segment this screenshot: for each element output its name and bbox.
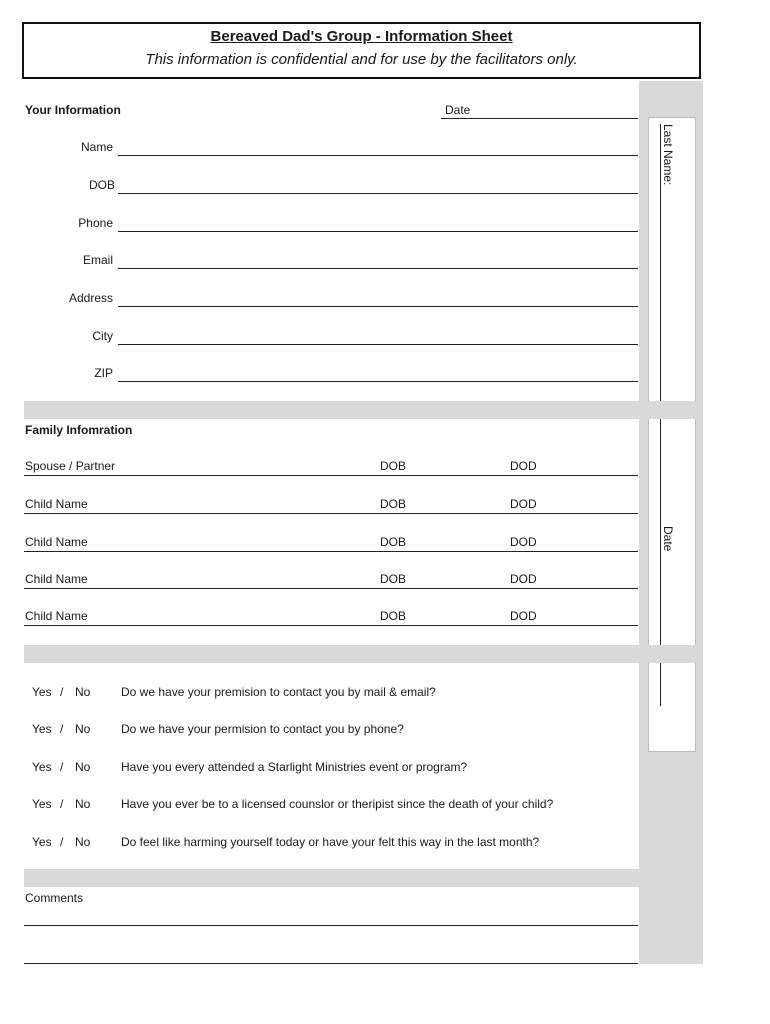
child-name-label: Child Name	[25, 609, 88, 623]
zip-label: ZIP	[94, 366, 113, 380]
zip-field[interactable]	[118, 381, 638, 382]
address-field[interactable]	[118, 306, 638, 307]
side-date-label: Date	[661, 526, 675, 552]
no-option[interactable]: No	[75, 835, 91, 849]
dod-label: DOD	[510, 572, 537, 586]
city-field[interactable]	[118, 344, 638, 345]
family-information-heading: Family Infomration	[25, 423, 133, 437]
your-information-heading: Your Information	[25, 103, 121, 117]
dod-label: DOD	[510, 497, 537, 511]
dob-label: DOB	[380, 572, 407, 586]
dob-label: DOB	[380, 497, 407, 511]
spouse-partner-field[interactable]	[24, 475, 638, 476]
date-field[interactable]	[441, 118, 638, 119]
dob-label: DOB	[380, 459, 407, 473]
phone-field[interactable]	[118, 231, 638, 232]
dod-label: DOD	[510, 459, 537, 473]
question-text: Do feel like harming yourself today or have your felt this way in the last month?	[121, 835, 540, 849]
email-field[interactable]	[118, 268, 638, 269]
yes-no-separator: /	[60, 685, 64, 699]
yes-option[interactable]: Yes	[32, 835, 52, 849]
yes-no-separator: /	[60, 797, 64, 811]
phone-label: Phone	[78, 216, 113, 230]
child-name-label: Child Name	[25, 535, 88, 549]
dod-label: DOD	[510, 535, 537, 549]
dob-label: DOB	[88, 178, 115, 192]
no-option[interactable]: No	[75, 685, 91, 699]
yes-option[interactable]: Yes	[32, 797, 52, 811]
name-label: Name	[80, 140, 113, 154]
name-field[interactable]	[118, 155, 638, 156]
question-text: Do we have your premision to contact you by mail & email?	[121, 685, 436, 699]
yes-option[interactable]: Yes	[32, 722, 52, 736]
child-name-field[interactable]	[24, 551, 638, 552]
address-label: Address	[68, 291, 113, 305]
yes-no-separator: /	[60, 760, 64, 774]
child-name-field[interactable]	[24, 625, 638, 626]
dob-label: DOB	[380, 535, 407, 549]
no-option[interactable]: No	[75, 722, 91, 736]
section-separator	[24, 645, 703, 663]
no-option[interactable]: No	[75, 760, 91, 774]
side-last-name-label: Last Name:	[661, 124, 675, 186]
child-name-field[interactable]	[24, 513, 638, 514]
comments-line-1[interactable]	[24, 925, 638, 926]
dob-field[interactable]	[118, 193, 638, 194]
yes-no-separator: /	[60, 835, 64, 849]
section-separator	[24, 401, 703, 419]
title-box	[22, 22, 701, 79]
no-option[interactable]: No	[75, 797, 91, 811]
comments-line-2[interactable]	[24, 963, 638, 964]
child-name-label: Child Name	[25, 497, 88, 511]
section-separator	[24, 869, 703, 887]
question-text: Have you ever be to a licensed counslor or theripist since the death of your child?	[121, 797, 554, 811]
dod-label: DOD	[510, 609, 537, 623]
yes-option[interactable]: Yes	[32, 685, 52, 699]
form-subtitle: This information is confidential and for use by the facilitators only.	[145, 51, 578, 68]
question-text: Have you every attended a Starlight Ministries event or program?	[121, 760, 468, 774]
question-text: Do we have your permision to contact you by phone?	[121, 722, 404, 736]
child-name-label: Child Name	[25, 572, 88, 586]
yes-no-separator: /	[60, 722, 64, 736]
form-title: Bereaved Dad's Group - Information Sheet	[210, 28, 513, 45]
dob-label: DOB	[380, 609, 407, 623]
comments-label: Comments	[25, 891, 84, 905]
yes-option[interactable]: Yes	[32, 760, 52, 774]
email-label: Email	[82, 253, 113, 267]
city-label: City	[92, 329, 113, 343]
spouse-partner-label: Spouse / Partner	[25, 459, 116, 473]
child-name-field[interactable]	[24, 588, 638, 589]
date-label: Date	[445, 103, 471, 117]
